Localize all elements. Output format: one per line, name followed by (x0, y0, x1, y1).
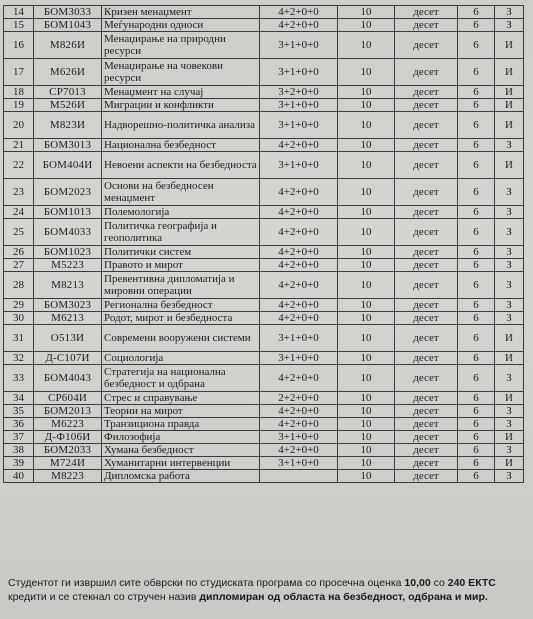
grade-number: 6 (458, 19, 495, 32)
table-row (4, 352, 524, 365)
row-number: 39 (4, 457, 34, 470)
table-row (4, 139, 524, 152)
course-name: Филозофија (102, 431, 260, 444)
grade-number: 6 (458, 418, 495, 431)
course-code: БОМ2023 (34, 179, 102, 206)
grade-number: 6 (458, 272, 495, 299)
course-hours: 3+1+0+0 (260, 457, 338, 470)
course-hours: 4+2+0+0 (260, 365, 338, 392)
grade-number: 6 (458, 392, 495, 405)
course-hours: 4+2+0+0 (260, 444, 338, 457)
grade-word: десет (395, 152, 458, 179)
table-row (4, 470, 524, 483)
row-number: 23 (4, 179, 34, 206)
course-name: Хуманитарни интервенции (102, 457, 260, 470)
course-status: И (495, 392, 524, 405)
table-row (4, 86, 524, 99)
grade-word: десет (395, 219, 458, 246)
course-credits: 10 (338, 139, 395, 152)
grade-number: 6 (458, 325, 495, 352)
course-code: БОМ1043 (34, 19, 102, 32)
course-status: З (495, 179, 524, 206)
grade-number: 6 (458, 457, 495, 470)
grade-word: десет (395, 444, 458, 457)
course-name: Основи на безбедносен менаџмент (102, 179, 260, 206)
grade-number: 6 (458, 365, 495, 392)
table-row (4, 444, 524, 457)
course-credits: 10 (338, 99, 395, 112)
course-code: БОМ3023 (34, 299, 102, 312)
course-status: И (495, 457, 524, 470)
table-row (4, 312, 524, 325)
grade-number: 6 (458, 139, 495, 152)
course-status: З (495, 444, 524, 457)
grade-number: 6 (458, 470, 495, 483)
grade-word: десет (395, 470, 458, 483)
course-status: И (495, 59, 524, 86)
course-hours: 3+1+0+0 (260, 112, 338, 139)
grade-word: десет (395, 365, 458, 392)
course-code: М6223 (34, 418, 102, 431)
course-name: Теории на мирот (102, 405, 260, 418)
course-credits: 10 (338, 457, 395, 470)
course-status: З (495, 272, 524, 299)
grade-number: 6 (458, 299, 495, 312)
course-code: М6213 (34, 312, 102, 325)
course-credits: 10 (338, 179, 395, 206)
row-number: 30 (4, 312, 34, 325)
course-credits: 10 (338, 312, 395, 325)
footer-average: 10,00 (404, 577, 431, 589)
course-credits: 10 (338, 405, 395, 418)
course-credits: 10 (338, 272, 395, 299)
course-hours: 3+1+0+0 (260, 59, 338, 86)
row-number: 20 (4, 112, 34, 139)
table-row (4, 259, 524, 272)
footer-text-a: Студентот ги извршил сите обврски по студиската програма со просечна оценка (8, 577, 405, 589)
grade-number: 6 (458, 152, 495, 179)
course-status: И (495, 152, 524, 179)
course-hours: 3+2+0+0 (260, 86, 338, 99)
grade-word: десет (395, 392, 458, 405)
course-name: Менаџирање на човекови ресурси (102, 59, 260, 86)
course-status: З (495, 259, 524, 272)
course-name: Невоени аспекти на безбедноста (102, 152, 260, 179)
course-hours: 4+2+0+0 (260, 19, 338, 32)
course-status: З (495, 312, 524, 325)
row-number: 18 (4, 86, 34, 99)
course-hours: 4+2+0+0 (260, 139, 338, 152)
course-credits: 10 (338, 352, 395, 365)
course-credits: 10 (338, 431, 395, 444)
course-code: О513И (34, 325, 102, 352)
grade-number: 6 (458, 405, 495, 418)
footer-note (8, 576, 523, 604)
course-status: З (495, 219, 524, 246)
grade-number: 6 (458, 112, 495, 139)
course-credits: 10 (338, 206, 395, 219)
grade-word: десет (395, 112, 458, 139)
course-credits: 10 (338, 418, 395, 431)
course-name: Превентивна дипломатија и мировни операции (102, 272, 260, 299)
course-name: Политички систем (102, 246, 260, 259)
table-row (4, 19, 524, 32)
grade-word: десет (395, 86, 458, 99)
row-number: 40 (4, 470, 34, 483)
course-hours: 3+1+0+0 (260, 431, 338, 444)
grade-word: десет (395, 19, 458, 32)
course-hours: 4+2+0+0 (260, 259, 338, 272)
course-code: БОМ3033 (34, 6, 102, 19)
course-code: БОМ1023 (34, 246, 102, 259)
course-code: БОМ4043 (34, 365, 102, 392)
course-code: СР7013 (34, 86, 102, 99)
row-number: 33 (4, 365, 34, 392)
row-number: 29 (4, 299, 34, 312)
grade-word: десет (395, 206, 458, 219)
row-number: 22 (4, 152, 34, 179)
footer-ects: 240 ЕКТС (447, 577, 496, 589)
course-name: Меѓународни односи (102, 19, 260, 32)
table-row (4, 59, 524, 86)
table-row (4, 179, 524, 206)
grade-number: 6 (458, 431, 495, 444)
course-hours: 4+2+0+0 (260, 272, 338, 299)
course-code: Д-Ф106И (34, 431, 102, 444)
course-status: З (495, 6, 524, 19)
course-credits: 10 (338, 392, 395, 405)
course-hours: 2+2+0+0 (260, 392, 338, 405)
grade-number: 6 (458, 206, 495, 219)
course-hours: 3+1+0+0 (260, 352, 338, 365)
course-name: Миграции и конфликти (102, 99, 260, 112)
grade-number: 6 (458, 32, 495, 59)
course-code: БОМ1013 (34, 206, 102, 219)
row-number: 31 (4, 325, 34, 352)
grade-word: десет (395, 179, 458, 206)
course-status: И (495, 112, 524, 139)
grade-word: десет (395, 246, 458, 259)
grade-number: 6 (458, 219, 495, 246)
grade-word: десет (395, 418, 458, 431)
course-code: СР604И (34, 392, 102, 405)
course-credits: 10 (338, 259, 395, 272)
course-code: М823И (34, 112, 102, 139)
grade-number: 6 (458, 259, 495, 272)
course-status: И (495, 86, 524, 99)
course-credits: 10 (338, 59, 395, 86)
course-status: И (495, 431, 524, 444)
course-hours: 4+2+0+0 (260, 246, 338, 259)
table-row (4, 206, 524, 219)
course-name: Родот, мирот и безбедноста (102, 312, 260, 325)
course-status: З (495, 418, 524, 431)
course-credits: 10 (338, 219, 395, 246)
course-name: Полемологија (102, 206, 260, 219)
course-code: М826И (34, 32, 102, 59)
course-credits: 10 (338, 325, 395, 352)
grade-word: десет (395, 99, 458, 112)
table-row (4, 365, 524, 392)
course-name: Надворешно-политичка анализа (102, 112, 260, 139)
table-row (4, 431, 524, 444)
table-row (4, 246, 524, 259)
course-name: Менаџмент на случај (102, 86, 260, 99)
table-row (4, 152, 524, 179)
row-number: 15 (4, 19, 34, 32)
course-name: Кризен менаџмент (102, 6, 260, 19)
course-credits: 10 (338, 444, 395, 457)
course-code: Д-С107И (34, 352, 102, 365)
footer-text-b: со (430, 577, 448, 589)
course-name: Национална безбедност (102, 139, 260, 152)
course-name: Дипломска работа (102, 470, 260, 483)
course-status: З (495, 139, 524, 152)
course-credits: 10 (338, 32, 395, 59)
grade-word: десет (395, 139, 458, 152)
course-hours: 3+1+0+0 (260, 99, 338, 112)
grade-word: десет (395, 272, 458, 299)
course-code: БОМ404И (34, 152, 102, 179)
course-code: БОМ2013 (34, 405, 102, 418)
grade-word: десет (395, 352, 458, 365)
grade-number: 6 (458, 59, 495, 86)
row-number: 21 (4, 139, 34, 152)
grade-word: десет (395, 6, 458, 19)
course-status: З (495, 470, 524, 483)
course-status: З (495, 19, 524, 32)
table-row (4, 32, 524, 59)
course-hours (260, 470, 338, 483)
footer-text-c: кредити и се стекнал со стручен назив (8, 591, 200, 603)
grade-word: десет (395, 59, 458, 86)
course-code: БОМ2033 (34, 444, 102, 457)
course-credits: 10 (338, 470, 395, 483)
course-code: М8223 (34, 470, 102, 483)
course-hours: 3+1+0+0 (260, 325, 338, 352)
course-credits: 10 (338, 365, 395, 392)
course-code: БОМ4033 (34, 219, 102, 246)
course-code: М526И (34, 99, 102, 112)
course-name: Правото и мирот (102, 259, 260, 272)
course-hours: 3+1+0+0 (260, 152, 338, 179)
table-row (4, 457, 524, 470)
table-row (4, 325, 524, 352)
course-status: З (495, 365, 524, 392)
row-number: 25 (4, 219, 34, 246)
course-credits: 10 (338, 299, 395, 312)
course-hours: 4+2+0+0 (260, 299, 338, 312)
row-number: 17 (4, 59, 34, 86)
row-number: 36 (4, 418, 34, 431)
course-credits: 10 (338, 246, 395, 259)
grade-number: 6 (458, 86, 495, 99)
course-credits: 10 (338, 86, 395, 99)
course-hours: 4+2+0+0 (260, 219, 338, 246)
course-code: М626И (34, 59, 102, 86)
course-code: БОМ3013 (34, 139, 102, 152)
course-hours: 4+2+0+0 (260, 312, 338, 325)
row-number: 24 (4, 206, 34, 219)
row-number: 16 (4, 32, 34, 59)
table-row (4, 112, 524, 139)
grade-word: десет (395, 431, 458, 444)
row-number: 19 (4, 99, 34, 112)
course-code: М724И (34, 457, 102, 470)
grade-number: 6 (458, 99, 495, 112)
row-number: 26 (4, 246, 34, 259)
grade-word: десет (395, 259, 458, 272)
course-code: М8213 (34, 272, 102, 299)
row-number: 37 (4, 431, 34, 444)
row-number: 27 (4, 259, 34, 272)
course-name: Менаџирање на природни ресурси (102, 32, 260, 59)
table-row (4, 392, 524, 405)
course-status: З (495, 246, 524, 259)
grade-number: 6 (458, 352, 495, 365)
grade-number: 6 (458, 444, 495, 457)
course-status: И (495, 99, 524, 112)
row-number: 28 (4, 272, 34, 299)
course-name: Социологија (102, 352, 260, 365)
course-status: И (495, 325, 524, 352)
footer-title: дипломиран од областа на безбедност, одбрана и мир. (199, 591, 488, 603)
course-name: Современи вооружени системи (102, 325, 260, 352)
course-status: З (495, 405, 524, 418)
course-name: Стратегија на национална безбедност и одбрана (102, 365, 260, 392)
table-row (4, 418, 524, 431)
grade-number: 6 (458, 6, 495, 19)
table-row (4, 272, 524, 299)
course-hours: 4+2+0+0 (260, 405, 338, 418)
course-hours: 3+1+0+0 (260, 32, 338, 59)
course-status: З (495, 206, 524, 219)
course-name: Транзициона правда (102, 418, 260, 431)
course-credits: 10 (338, 19, 395, 32)
grade-word: десет (395, 325, 458, 352)
course-credits: 10 (338, 112, 395, 139)
table-row (4, 299, 524, 312)
course-name: Регионална безбедност (102, 299, 260, 312)
grade-number: 6 (458, 246, 495, 259)
course-status: З (495, 299, 524, 312)
table-row (4, 6, 524, 19)
table-row (4, 219, 524, 246)
row-number: 14 (4, 6, 34, 19)
grade-word: десет (395, 299, 458, 312)
grade-word: десет (395, 405, 458, 418)
grade-number: 6 (458, 312, 495, 325)
course-name: Стрес и справување (102, 392, 260, 405)
grade-word: десет (395, 312, 458, 325)
course-code: М5223 (34, 259, 102, 272)
row-number: 34 (4, 392, 34, 405)
grade-number: 6 (458, 179, 495, 206)
course-status: И (495, 32, 524, 59)
table-row (4, 405, 524, 418)
grades-table-body (4, 6, 524, 483)
course-hours: 4+2+0+0 (260, 179, 338, 206)
course-hours: 4+2+0+0 (260, 206, 338, 219)
course-status: И (495, 352, 524, 365)
grade-word: десет (395, 457, 458, 470)
grade-word: десет (395, 32, 458, 59)
course-credits: 10 (338, 6, 395, 19)
grades-table (3, 5, 524, 483)
row-number: 32 (4, 352, 34, 365)
course-name: Политичка географија и геополитика (102, 219, 260, 246)
course-hours: 4+2+0+0 (260, 6, 338, 19)
row-number: 38 (4, 444, 34, 457)
course-hours: 4+2+0+0 (260, 418, 338, 431)
row-number: 35 (4, 405, 34, 418)
course-credits: 10 (338, 152, 395, 179)
table-row (4, 99, 524, 112)
course-name: Хумана безбедност (102, 444, 260, 457)
